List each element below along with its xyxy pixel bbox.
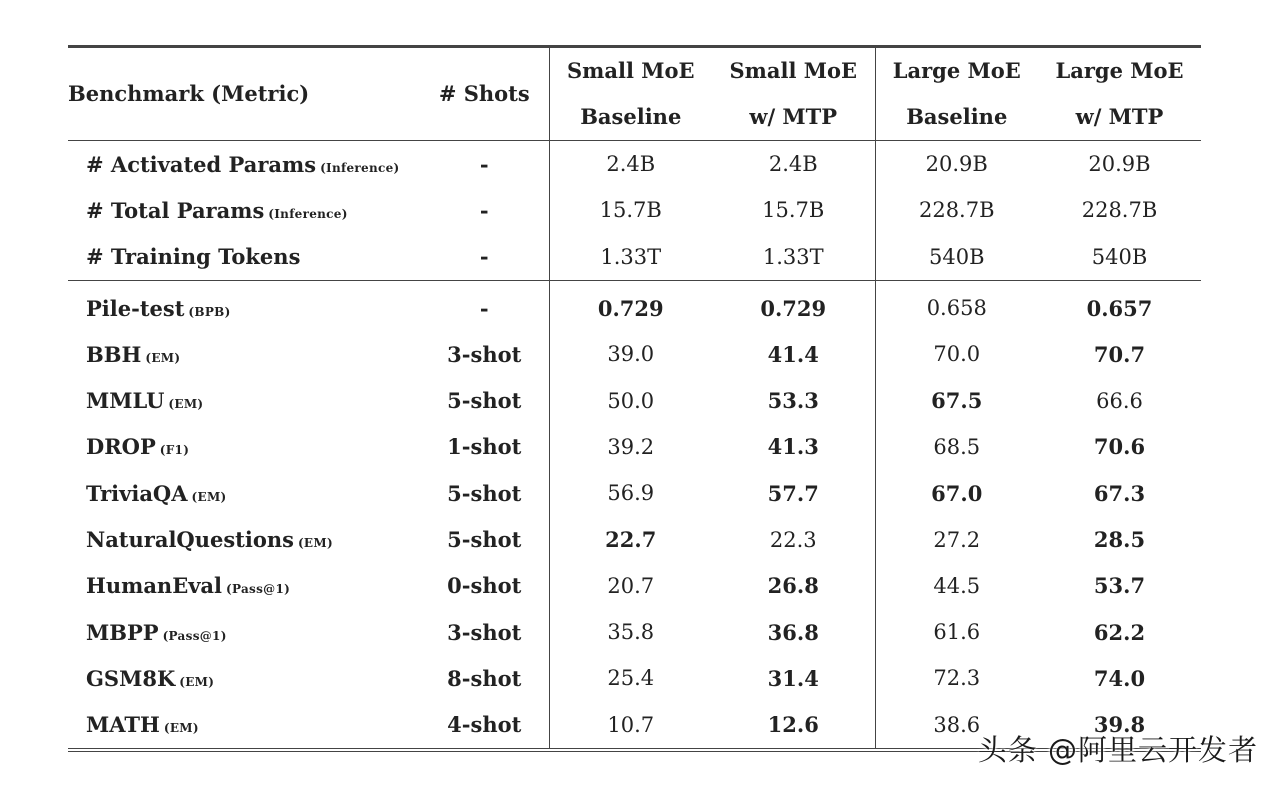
value-cell: 228.7B bbox=[875, 187, 1038, 233]
value-cell: 66.6 bbox=[1096, 388, 1143, 413]
value-cell: 41.4 bbox=[767, 341, 819, 367]
value-cell: 53.3 bbox=[767, 388, 819, 414]
header-small-baseline bbox=[549, 47, 712, 141]
value-cell: 53.7 bbox=[1093, 573, 1146, 599]
shots-cell: 5-shot bbox=[447, 527, 522, 553]
benchmark-name: DROP bbox=[86, 434, 156, 460]
metric-label: (EM) bbox=[145, 350, 181, 365]
value-cell: 2.4B bbox=[549, 141, 712, 188]
value-cell: 31.4 bbox=[767, 665, 819, 691]
benchmark-name: # Total Params bbox=[86, 197, 265, 223]
benchmark-cell bbox=[68, 424, 420, 470]
value-cell: 25.4 bbox=[549, 655, 712, 701]
value-cell: 1.33T bbox=[712, 234, 875, 281]
header-large-mtp bbox=[1038, 47, 1201, 141]
table-row bbox=[68, 609, 1201, 655]
table-row bbox=[68, 516, 1201, 562]
header-small-mtp bbox=[712, 47, 875, 141]
benchmark-name: # Training Tokens bbox=[86, 244, 301, 270]
benchmark-cell bbox=[68, 234, 420, 281]
shots-cell: 5-shot bbox=[447, 480, 522, 506]
benchmark-cell bbox=[68, 187, 420, 233]
header-shots: # Shots bbox=[420, 47, 549, 141]
value-cell: 70.0 bbox=[875, 331, 1038, 377]
header-benchmark: Benchmark (Metric) bbox=[68, 47, 420, 141]
shots-cell: 4-shot bbox=[420, 702, 549, 750]
value-cell: 20.9B bbox=[1088, 152, 1151, 177]
shots-cell: - bbox=[479, 295, 489, 321]
config-rows bbox=[68, 141, 1201, 281]
value-cell: 38.6 bbox=[875, 702, 1038, 750]
header-large-baseline-line2: Baseline bbox=[906, 104, 1008, 129]
table-row bbox=[68, 424, 1201, 470]
benchmark-cell bbox=[68, 563, 420, 609]
value-cell: 15.7B bbox=[549, 187, 712, 233]
value-cell: 22.7 bbox=[549, 516, 712, 562]
value-cell: 2.4B bbox=[768, 152, 818, 177]
metric-label: (EM) bbox=[179, 674, 215, 689]
value-cell: 540B bbox=[875, 234, 1038, 281]
table-row bbox=[68, 563, 1201, 609]
value-cell: 0.657 bbox=[1086, 295, 1153, 321]
metric-label: (EM) bbox=[163, 721, 199, 736]
shots-cell: 5-shot bbox=[447, 388, 522, 414]
header-row bbox=[68, 47, 1201, 141]
table-row bbox=[68, 377, 1201, 423]
value-cell: 39.8 bbox=[1038, 702, 1201, 750]
value-cell: 44.5 bbox=[875, 563, 1038, 609]
value-cell: 62.2 bbox=[1093, 619, 1146, 645]
value-cell: 36.8 bbox=[767, 619, 819, 645]
shots-cell: 3-shot bbox=[447, 341, 522, 367]
value-cell: 41.3 bbox=[767, 434, 819, 460]
value-cell: 39.2 bbox=[549, 424, 712, 470]
value-cell: 70.6 bbox=[1093, 434, 1146, 460]
metric-label: (BPB) bbox=[188, 304, 231, 319]
header-large-mtp-line2: w/ MTP bbox=[1075, 104, 1164, 129]
metric-label: (Inference) bbox=[268, 206, 348, 221]
benchmark-name: MATH bbox=[86, 712, 160, 738]
shots-cell: - bbox=[420, 234, 549, 281]
shots-cell: 1-shot bbox=[447, 434, 522, 460]
value-cell: 1.33T bbox=[549, 234, 712, 281]
table-row bbox=[68, 331, 1201, 377]
benchmark-cell bbox=[68, 609, 420, 655]
table-row bbox=[68, 655, 1201, 701]
value-cell: 67.3 bbox=[1093, 480, 1146, 506]
shots-cell: - bbox=[479, 151, 489, 177]
metric-label: (EM) bbox=[168, 397, 204, 412]
shots-cell: 8-shot bbox=[447, 665, 522, 691]
table-row bbox=[68, 187, 1201, 233]
value-cell: 74.0 bbox=[1093, 665, 1146, 691]
value-cell: 228.7B bbox=[1081, 198, 1158, 223]
value-cell: 35.8 bbox=[549, 609, 712, 655]
header-small-baseline-line2: Baseline bbox=[580, 104, 682, 129]
benchmark-rows bbox=[68, 280, 1201, 749]
benchmark-name: MMLU bbox=[86, 388, 165, 414]
value-cell: 56.9 bbox=[549, 470, 712, 516]
shots-cell: - bbox=[479, 197, 489, 223]
header-large-baseline bbox=[875, 47, 1038, 141]
benchmark-cell bbox=[68, 470, 420, 516]
benchmark-name: # Activated Params bbox=[86, 151, 317, 177]
header-large-baseline-line1: Large MoE bbox=[892, 58, 1021, 83]
table-row bbox=[68, 470, 1201, 516]
table-row bbox=[68, 141, 1201, 188]
shots-cell: 3-shot bbox=[447, 619, 522, 645]
value-cell: 20.7 bbox=[549, 563, 712, 609]
benchmark-cell bbox=[68, 516, 420, 562]
value-cell: 39.0 bbox=[549, 331, 712, 377]
metric-label: (Pass@1) bbox=[226, 582, 291, 597]
benchmark-name: TriviaQA bbox=[86, 480, 188, 506]
metric-label: (Pass@1) bbox=[162, 628, 227, 643]
benchmark-name: NaturalQuestions bbox=[86, 527, 294, 553]
benchmark-name: GSM8K bbox=[86, 665, 176, 691]
value-cell: 67.5 bbox=[875, 377, 1038, 423]
value-cell: 28.5 bbox=[1093, 527, 1146, 553]
benchmark-cell bbox=[68, 331, 420, 377]
metric-label: (F1) bbox=[159, 443, 190, 458]
value-cell: 10.7 bbox=[549, 702, 712, 750]
value-cell: 27.2 bbox=[875, 516, 1038, 562]
metric-label: (Inference) bbox=[320, 160, 400, 175]
value-cell: 15.7B bbox=[762, 198, 825, 223]
benchmark-name: BBH bbox=[86, 341, 142, 367]
results-table bbox=[68, 45, 1201, 752]
metric-label: (EM) bbox=[297, 536, 333, 551]
value-cell: 50.0 bbox=[549, 377, 712, 423]
value-cell: 12.6 bbox=[712, 702, 875, 750]
benchmark-name: HumanEval bbox=[86, 573, 222, 599]
value-cell: 70.7 bbox=[1093, 341, 1146, 367]
value-cell: 26.8 bbox=[767, 573, 819, 599]
header-small-mtp-line2: w/ MTP bbox=[749, 104, 838, 129]
benchmark-cell bbox=[68, 280, 420, 331]
metric-label: (EM) bbox=[191, 489, 227, 504]
table-row bbox=[68, 280, 1201, 331]
benchmark-name: Pile-test bbox=[86, 295, 185, 321]
value-cell: 22.3 bbox=[769, 527, 817, 552]
value-cell: 0.658 bbox=[875, 280, 1038, 331]
header-small-baseline-line1: Small MoE bbox=[566, 58, 695, 83]
value-cell: 61.6 bbox=[875, 609, 1038, 655]
table-row bbox=[68, 234, 1201, 281]
header-small-mtp-line1: Small MoE bbox=[729, 58, 858, 83]
benchmark-cell bbox=[68, 655, 420, 701]
value-cell: 72.3 bbox=[875, 655, 1038, 701]
shots-cell: 0-shot bbox=[447, 573, 522, 599]
value-cell: 57.7 bbox=[767, 480, 819, 506]
benchmark-name: MBPP bbox=[86, 619, 159, 645]
value-cell: 68.5 bbox=[875, 424, 1038, 470]
value-cell: 20.9B bbox=[875, 141, 1038, 188]
header-large-mtp-line1: Large MoE bbox=[1055, 58, 1184, 83]
value-cell: 67.0 bbox=[875, 470, 1038, 516]
benchmark-cell bbox=[68, 702, 420, 750]
value-cell: 0.729 bbox=[760, 295, 827, 321]
value-cell: 0.729 bbox=[549, 280, 712, 331]
watermark-text: 头条 @阿里云开发者 bbox=[977, 733, 1258, 767]
benchmark-cell bbox=[68, 141, 420, 188]
value-cell: 540B bbox=[1038, 234, 1201, 281]
benchmark-cell bbox=[68, 377, 420, 423]
